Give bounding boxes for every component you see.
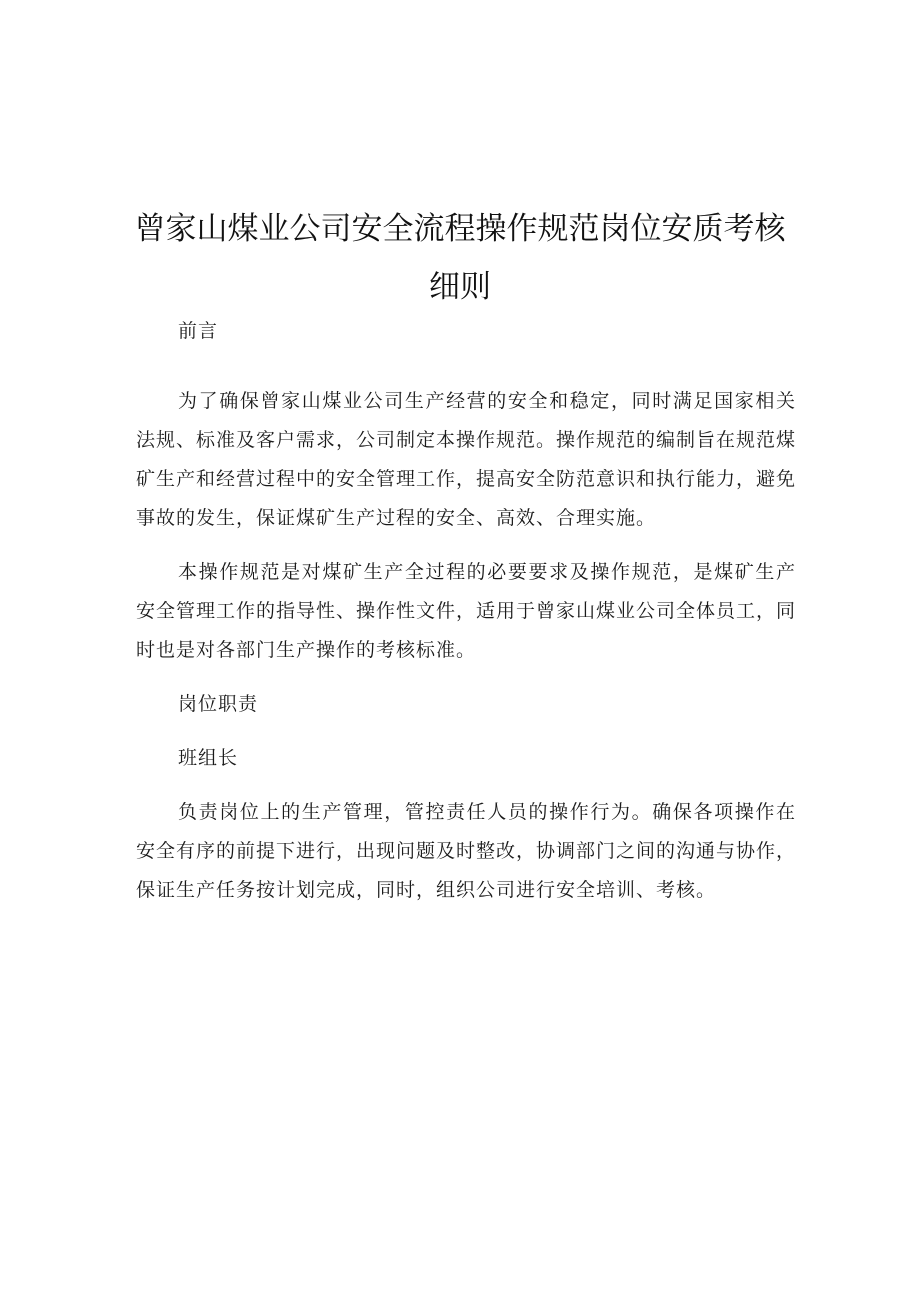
section-heading-duties: 岗位职责 <box>178 693 259 715</box>
document-title: 曾家山煤业公司安全流程操作规范岗位安质考核细则 <box>134 211 786 305</box>
document-body <box>136 312 796 925</box>
paragraph-purpose: 为了确保曾家山煤业公司生产经营的安全和稳定，同时满足国家相关法规、标准及客户需求，公司制定本操作规范。操作规范的编制旨在规范煤矿生产和经营过程中的安全管理工作，提高安全防范意识和执行能力，避免事故的发生，保证煤矿生产过程的安全、高效、合理实施。 <box>136 390 797 529</box>
section-heading-preface: 前言 <box>178 320 219 342</box>
section-heading-team-leader: 班组长 <box>178 747 239 769</box>
paragraph-scope: 本操作规范是对煤矿生产全过程的必要要求及操作规范，是煤矿生产安全管理工作的指导性、操作性文件，适用于曾家山煤业公司全体员工，同时也是对各部门生产操作的考核标准。 <box>136 561 797 661</box>
paragraph-team-leader-duties: 负责岗位上的生产管理，管控责任人员的操作行为。确保各项操作在安全有序的前提下进行，出现问题及时整改，协调部门之间的沟通与协作，保证生产任务按计划完成，同时，组织公司进行安全培训、考核。 <box>136 801 797 901</box>
